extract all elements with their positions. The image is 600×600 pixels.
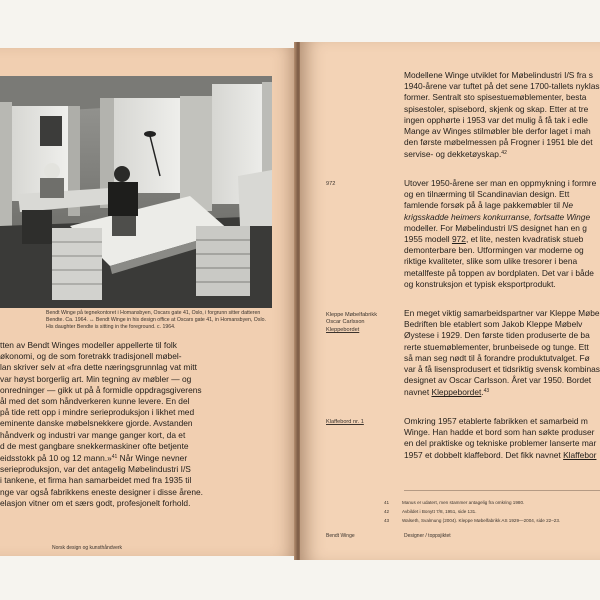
footnotes	[384, 498, 560, 525]
body-line: så man seg nødt til å forandre produktutvalget. Fø	[404, 352, 590, 363]
body-line: den første møbelmessen på Frogner i 1951 ble det	[404, 137, 593, 148]
right-paragraph-2	[404, 178, 600, 290]
body-line: krigsskadde heimers konkurranse, fortsatte Winge	[404, 211, 591, 222]
body-line: d de mest gangbare snekkermaskiner ofte betjente	[0, 440, 189, 451]
klaffebord-link[interactable]: Klaffebor	[563, 449, 597, 460]
left-body-text	[0, 340, 286, 509]
right-running-footer-section: Designer / toppsjiktet	[404, 533, 451, 539]
footnote-ref-43[interactable]: 43	[483, 388, 490, 395]
body-line: designet av Oscar Carlsson. Året var 1950. Bordet	[404, 375, 592, 386]
body-line: eidsstokk på 10 og 12 mann.»$^{41}$ Når Winge nevner	[0, 453, 188, 464]
body-line: Modellene Winge utviklet for Møbelindustri I/S fra s	[404, 70, 593, 80]
body-line: 1955 modell 972, et lite, nesten kvadratisk stueb	[404, 234, 584, 245]
body-line: Winge. Han hadde et bord som han søkte produser	[404, 427, 595, 438]
office-photo-illustration	[0, 76, 272, 308]
body-line: 1940-årene var tuftet på det sene 1700-tallets nyklas	[404, 81, 600, 92]
klaffebord-margin-link[interactable]: Klaffebord nr. 1	[326, 419, 364, 425]
body-line: 1957 et dobbelt klaffebord. Det fikk navnet Klaffebor	[404, 449, 597, 460]
body-line: håndverk og industri var mange ganger kort, da et	[0, 429, 186, 440]
body-line: økonomi, og de som foretrakk tradisjonell møbel-	[0, 351, 182, 362]
body-line: onredninger — gikk ut på å formidle oppdragsgiverens	[0, 384, 202, 395]
body-line: tten av Bendt Winges modeller appellerte til folk	[0, 340, 177, 350]
left-page	[0, 48, 296, 556]
body-line: var å få lisensprodusert et tidsriktig svensk kombinas	[404, 364, 600, 375]
body-line: Utover 1950-årene ser man en oppmykning i formre	[404, 178, 597, 188]
body-line: en del praktiske og tekniske problemer lanserte mar	[404, 438, 597, 449]
right-paragraph-3	[404, 308, 600, 399]
body-line: Øystese i 1929. Den første tiden produserte de ba	[404, 330, 590, 341]
body-line: demonterbare ben. Utformingen var moderne og	[404, 245, 584, 256]
right-paragraph-1	[404, 70, 600, 161]
body-line: spisestoler, spisebord, skjenk og skap. Etter at tre	[404, 103, 589, 114]
body-line: famlende forsøk på å lage pakkemøbler til Ne	[404, 200, 573, 211]
model-972-link[interactable]: 972	[451, 234, 466, 245]
margin-note-972: 972	[326, 181, 336, 187]
body-line: elasjon vitner om et særs godt, profesjonelt forhold.	[0, 497, 191, 508]
body-line: på tide rett opp i mindre serieproduksjon i likhet med	[0, 407, 195, 418]
body-line: Bedriften ble etablert som Jakob Kleppe Møbelv	[404, 319, 583, 330]
body-line: former. Sentralt sto spisestuemøblementer, besta	[404, 92, 587, 103]
body-line: serieproduksjon, var det antagelig Møbelindustri I/S	[0, 464, 191, 475]
body-line: riktige kvaliteter, slike som ulike tresorer i bena	[404, 256, 578, 267]
body-line: rerte stuemøblementer, brunbeisede og tunge. Ett	[404, 341, 589, 352]
footnote-ref-42[interactable]: 42	[501, 150, 507, 157]
body-line: ål med det som håndverkeren kunne levere. En del	[0, 396, 190, 407]
body-line: eminente danske møbelsnekkere gjorde. Avstanden	[0, 418, 193, 429]
body-line: og konstruksjon et typisk eksportprodukt.	[404, 278, 556, 289]
body-line: var høyst borgerlig art. Min tegning av møbler — og	[0, 373, 192, 384]
kleppebordet-link[interactable]: Kleppebordet	[431, 387, 482, 398]
footnote-rule	[404, 490, 600, 491]
left-running-footer: Norsk design og kunsthåndverk	[52, 545, 123, 551]
body-line: nge var også fabrikkens eneste designer i disse årene.	[0, 486, 203, 497]
office-photo	[0, 76, 272, 308]
footnote: 43 Walseth, Svalmung (2004). Kleppe Møbelfabrikk AS 1929—2004, side 22–23.	[384, 518, 561, 523]
body-line: navnet Kleppebordet.$^{43}$	[404, 387, 490, 398]
body-line: i tankene, et firma han samarbeidet med fra 1935 til	[0, 475, 192, 486]
footnote: 42 Avbildet i Bonytt 7/8, 1951, side 131.	[384, 509, 477, 514]
right-running-footer-author: Bendt Winge	[326, 533, 355, 539]
body-line: Mange av Winges stilmøbler ble derfor laget i mah	[404, 126, 591, 137]
margin-kleppebordet-link[interactable]: Kleppebordet	[326, 326, 360, 333]
photo-caption: Bendt Winge på tegnekontoret i Homansbyen, Oscars gate 41, Oslo, i forgrunn sitter datteren Bendte. Ca. 1964. ↔ Bendt Winge in his design office at Oscars gate 41, in Homansbyen, Oslo. His daughter Bendte is sitting in the foreground. c. 1964.	[46, 310, 266, 330]
right-paragraph-4	[404, 416, 600, 461]
body-line: ingen opphørte i 1953 var det mulig å få tak i edle	[404, 114, 588, 125]
footnote-ref-41[interactable]: 41	[111, 454, 118, 461]
body-line: lan skriver selv at «fra dette næringsgrunnlag vat mitt	[0, 362, 197, 373]
body-line: En meget viktig samarbeidspartner var Kleppe Møbe	[404, 308, 600, 318]
margin-note-kleppe: Kleppe Møbelfabrikk Oscar Carlsson Kleppebordet	[326, 312, 377, 333]
body-line: servise- og dekketøyskap.$^{42}$	[404, 149, 507, 160]
body-line: og en tilnærming til Scandinavian design. Ett	[404, 189, 570, 200]
margin-note-klaffebord	[326, 419, 364, 426]
body-line: modeller. For Møbelindustri I/S designet han en g	[404, 222, 587, 233]
footnote: 41 Manus er udatert, men stammer antagelig fra omkring 1980.	[384, 500, 525, 505]
body-line: Omkring 1957 etablerte fabrikken et samarbeid m	[404, 416, 588, 426]
body-line: metallfeste på toppen av bordplaten. Det var i både	[404, 267, 594, 278]
